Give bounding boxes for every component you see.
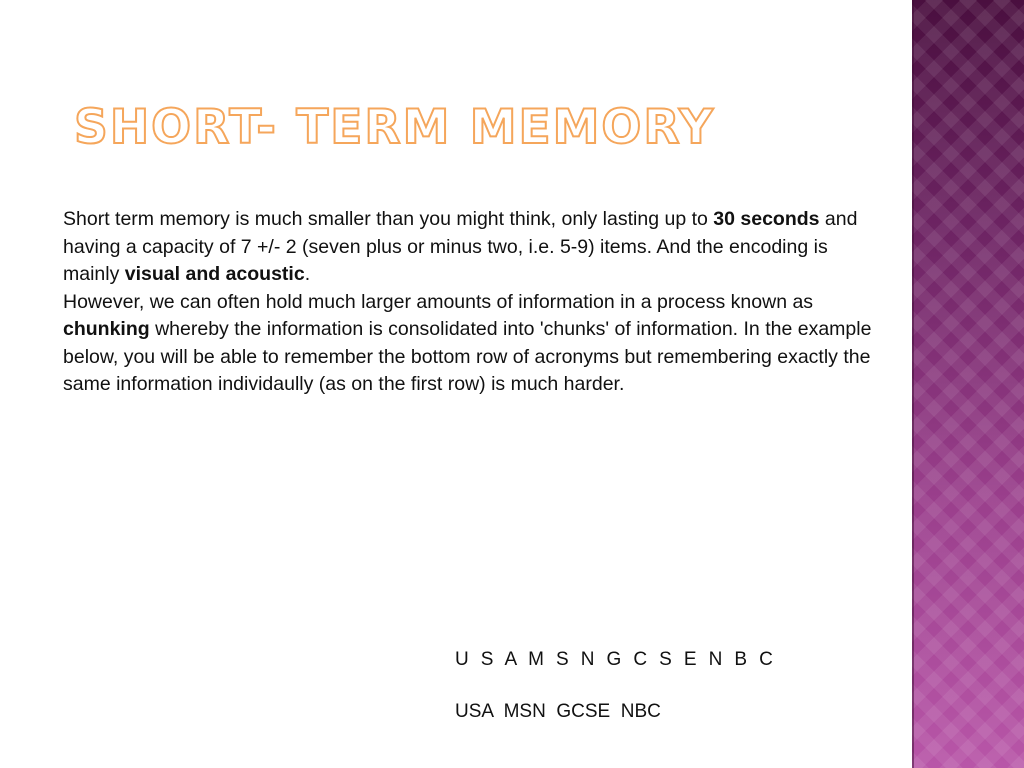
body-text [63,206,873,399]
paragraph-1-bold-duration: 30 seconds [713,208,820,230]
paragraph-1 [63,206,873,289]
example-row-letters: U S A M S N G C S E N B C [455,649,774,670]
example-row-acronyms: USA MSN GCSE NBC [455,701,661,722]
paragraph-2-text-1: However, we can often hold much larger amounts of information in a process known as [63,290,814,313]
side-panel-edge [912,0,914,768]
decorative-side-panel [912,0,1024,768]
paragraph-2-text-2: whereby the information is consolidated into 'chunks' of information. In the example below, you will be able to remember the bottom row of acronyms but remembering exactly the same information individaully (as on the first row) is much harder. [63,318,872,395]
slide-title: SHORT- TERM MEMORY [74,100,715,155]
paragraph-1-bold-encoding: visual and acoustic [124,263,305,285]
paragraph-1-text-2: and having a capacity of 7 +/- 2 (seven plus or minus two, i.e. 5-9) items. And the encoding is mainly [63,208,858,285]
paragraph-2 [63,289,873,399]
paragraph-2-bold-chunking: chunking [63,318,150,340]
paragraph-1-text-3: . [304,263,311,285]
paragraph-1-text-1: Short term memory is much smaller than you might think, only lasting up to [63,208,714,230]
